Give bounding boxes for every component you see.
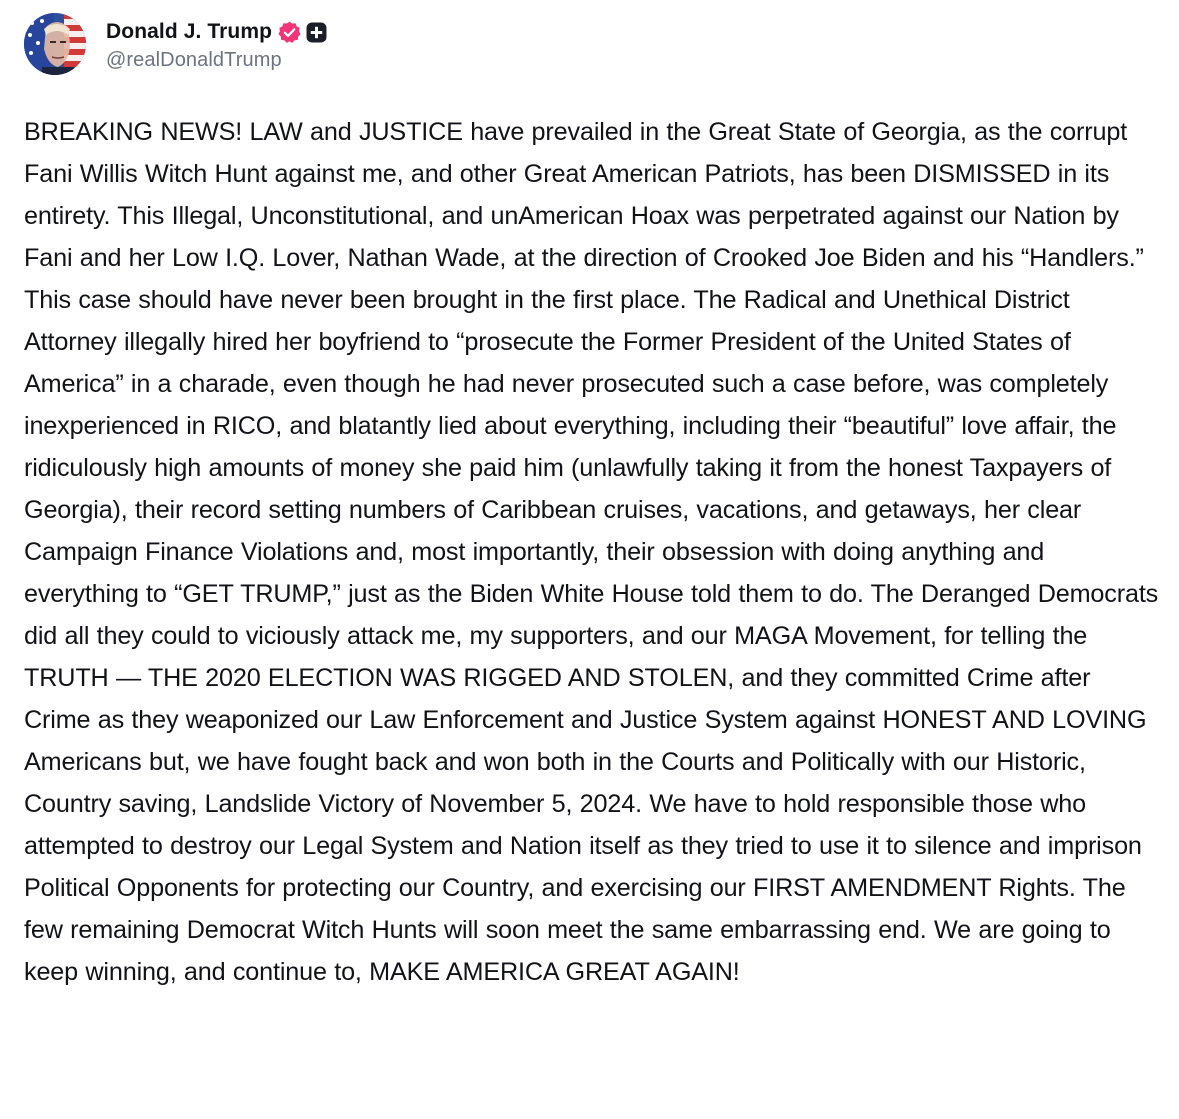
avatar[interactable] xyxy=(24,13,86,75)
author-name-row xyxy=(106,16,327,48)
avatar-image xyxy=(24,13,86,75)
author-info xyxy=(106,16,327,72)
post-body-text: BREAKING NEWS! LAW and JUSTICE have prevailed in the Great State of Georgia, as the corrupt Fani Willis Witch Hunt against me, and other Great American Patriots, has been DISMISSED in its entirety. This Illegal, Unconstitutional, and unAmerican Hoax was perpetrated against our Nation by Fani and her Low I.Q. Lover, Nathan Wade, at the direction of Crooked Joe Biden and his “Handlers.” This case should have never been brought in the first place. The Radical and Unethical District Attorney illegally hired her boyfriend to “prosecute the Former President of the United States of America” in a charade, even though he had never prosecuted such a case before, was completely inexperienced in RICO, and blatantly lied about everything, including their “beautiful” love affair, the ridiculously high amounts of money she paid him (unlawfully taking it from the honest Taxpayers of Georgia), their record setting numbers of Caribbean cruises, vacations, and getaways, her clear Campaign Finance Violations and, most importantly, their obsession with doing anything and everything to “GET TRUMP,” just as the Biden White House told them to do. The Deranged Democrats did all they could to viciously attack me, my supporters, and our MAGA Movement, for telling the TRUTH — THE 2020 ELECTION WAS RIGGED AND STOLEN, and they committed Crime after Crime as they weaponized our Law Enforcement and Justice System against HONEST AND LOVING Americans but, we have fought back and won both in the Courts and Politically with our Historic, Country saving, Landslide Victory of November 5, 2024. We have to hold responsible those who attempted to destroy our Legal System and Nation itself as they tried to use it to silence and imprison Political Opponents for protecting our Country, and exercising our FIRST AMENDMENT Rights. The few remaining Democrat Witch Hunts will soon meet the same embarrassing end. We are going to keep winning, and continue to, MAKE AMERICA GREAT AGAIN! xyxy=(24,118,1159,986)
author-display-name[interactable]: Donald J. Trump xyxy=(106,20,273,43)
post-header xyxy=(24,12,327,76)
author-handle[interactable]: @realDonaldTrump xyxy=(106,49,282,71)
verified-badge-icon xyxy=(277,20,302,45)
plus-badge-icon xyxy=(306,22,327,43)
